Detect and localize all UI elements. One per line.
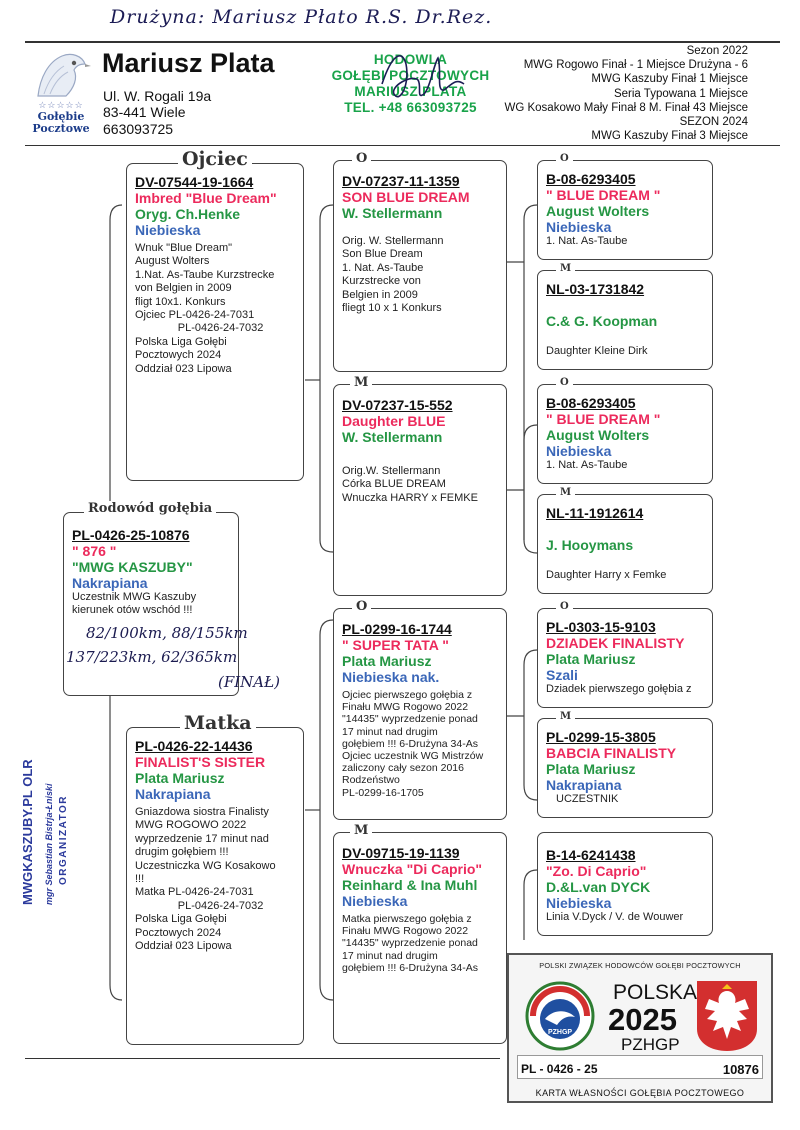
mother-ring: PL-0426-22-14436 — [135, 738, 253, 754]
fmf-color: Niebieska — [546, 443, 612, 459]
ff-description: Orig. W. Stellermann Son Blue Dream 1. Nat. As-Taube Kurzstrecke von Belgien in 2009 fliegt 10 x 1 Konkurs — [342, 235, 444, 315]
card-header: POLSKI ZWIĄZEK HODOWCÓW GOŁĘBI POCZTOWYCH — [539, 961, 741, 970]
mff-color: Szali — [546, 667, 578, 683]
mfm-name: BABCIA FINALISTY — [546, 745, 677, 761]
fm-m-label: M — [350, 375, 372, 390]
fmm-breeder: J. Hooymans — [546, 537, 634, 553]
ff-breeder: W. Stellermann — [342, 205, 443, 221]
father-card — [126, 163, 304, 481]
organizer-stamp-line-1: MWGKASZUBY.PL OLR — [20, 759, 35, 905]
mother-description: Gniazdowa siostra Finalisty MWG ROGOWO 2022 wyprzedzenie 17 minut nad drugim gołębiem !!! Uczestniczka WG Kosakowo !!! Matka PL-0426-24-7031 PL-0426-24-7032 Polska Liga Gołębi Pocztowych 2024 Oddział 023 Lipowa — [135, 806, 276, 953]
father-name: Imbred "Blue Dream" — [135, 190, 277, 206]
organizer-stamp — [8, 759, 88, 910]
mm-m-label: M — [350, 823, 372, 838]
fff-description: 1. Nat. As-Taube — [546, 235, 628, 247]
mfm-breeder: Plata Mariusz — [546, 761, 636, 777]
fmm-card — [537, 494, 713, 594]
fmm-m-label: M — [556, 487, 575, 498]
ffm-m-label: M — [556, 263, 575, 274]
card-ring-number: 10876 — [722, 1062, 759, 1077]
season-line: MWG Kaszuby Finał 3 Miejsce — [591, 130, 748, 143]
mfm-ring: PL-0299-15-3805 — [546, 729, 656, 745]
mmf-color: Niebieska — [546, 895, 612, 911]
mother-breeder: Plata Mariusz — [135, 770, 225, 786]
mfm-description: UCZESTNIK — [556, 793, 619, 805]
mfm-card — [537, 718, 713, 818]
fm-description: Orig.W. Stellermann Córka BLUE DREAM Wnuczka HARRY x FEMKE — [342, 465, 478, 504]
fff-name: " BLUE DREAM " — [546, 187, 661, 203]
ffm-card — [537, 270, 713, 370]
mff-ring: PL-0303-15-9103 — [546, 619, 656, 635]
mmf-card — [537, 832, 713, 936]
season-line: Sezon 2022 — [686, 45, 748, 57]
mother-color: Nakrapiana — [135, 786, 211, 802]
fff-card — [537, 160, 713, 260]
pigeon-results-handwritten-1: 82/100km, 88/155km — [86, 624, 248, 642]
fmf-o-label: O — [556, 377, 573, 388]
mfm-color: Nakrapiana — [546, 777, 622, 793]
father-description: Wnuk "Blue Dream" August Wolters 1.Nat. As-Taube Kurzstrecke von Belgien in 2009 fligt 10x1. Konkurs Ojciec PL-0426-24-7031 PL-0426-24-7032 Polska Liga Gołębi Pocztowych 2024 Oddział 023 Lipowa — [135, 242, 275, 375]
season-line: Seria Typowana 1 Miejsce — [613, 87, 748, 100]
stamp-line-4: TEL. +48 663093725 — [344, 100, 477, 115]
owner-phone: 663093725 — [103, 121, 174, 137]
pedigree-label: Rodowód gołębia — [84, 501, 216, 516]
logo-text-1: Gołębie — [37, 110, 85, 123]
mfm-m-label: M — [556, 711, 575, 722]
fm-name: Daughter BLUE — [342, 413, 446, 429]
mmf-name: "Zo. Di Caprio" — [546, 863, 647, 879]
ff-o-label: O — [352, 151, 371, 166]
pigeon-name: " 876 " — [72, 543, 117, 559]
mf-card — [333, 608, 507, 820]
owner-street: Ul. W. Rogali 19a — [103, 88, 212, 104]
handwritten-team-note: Drużyna: Mariusz Płato R.S. Dr.Rez. — [110, 6, 493, 28]
mmf-breeder: D.&L.van DYCK — [546, 879, 651, 895]
pigeon-card — [63, 512, 239, 696]
ownership-card — [507, 953, 773, 1103]
mff-card — [537, 608, 713, 708]
footer-rule — [25, 1058, 500, 1059]
mm-name: Wnuczka "Di Caprio" — [342, 861, 483, 877]
ffm-breeder: C.& G. Koopman — [546, 313, 658, 329]
mf-breeder: Plata Mariusz — [342, 653, 432, 669]
pigeon-ring: PL-0426-25-10876 — [72, 527, 190, 543]
card-org: PZHGP — [621, 1035, 680, 1054]
fm-ring: DV-07237-15-552 — [342, 397, 453, 413]
fff-breeder: August Wolters — [546, 203, 650, 219]
fmm-description: Daughter Harry x Femke — [546, 569, 667, 581]
fmm-ring: NL-11-1912614 — [546, 505, 644, 521]
mf-color: Niebieska nak. — [342, 669, 440, 685]
pigeon-color: Nakrapiana — [72, 575, 148, 591]
mm-breeder: Reinhard & Ina Muhl — [342, 877, 478, 893]
mf-description: Ojciec pierwszego gołębia z Finału MWG Rogowo 2022 "14435" wyprzedzenie ponad 17 minut nad drugim gołębiem !!! 6-Drużyna 34-As Ojciec uczestnik WG Mistrzów zaliczony cały sezon 2016 Rodzeństwo PL-0299-16-1705 — [342, 689, 484, 799]
fm-card — [333, 384, 507, 596]
mm-color: Niebieska — [342, 893, 408, 909]
ff-card — [333, 160, 507, 372]
mm-card — [333, 832, 507, 1044]
owner-name: Mariusz Plata — [102, 48, 275, 78]
mff-description: Dziadek pierwszego gołębia z — [546, 683, 692, 695]
season-line: MWG Rogowo Finał - 1 Miejsce Drużyna - 6 — [523, 59, 748, 72]
mm-ring: DV-09715-19-1139 — [342, 845, 460, 861]
fff-o-label: O — [556, 153, 573, 164]
fmf-ring: B-08-6293405 — [546, 395, 636, 411]
ffm-ring: NL-03-1731842 — [546, 281, 645, 297]
mother-label: Matka — [180, 712, 256, 734]
mf-o-label: O — [352, 599, 371, 614]
mmf-ring: B-14-6241438 — [546, 847, 636, 863]
father-breeder: Oryg. Ch.Henke — [135, 206, 241, 222]
mf-ring: PL-0299-16-1744 — [342, 621, 452, 637]
fm-breeder: W. Stellermann — [342, 429, 443, 445]
mother-name: FINALIST'S SISTER — [135, 754, 266, 770]
mother-card — [126, 727, 304, 1045]
pigeon-description: Uczestnik MWG Kaszuby kierunek otów wschód !!! — [72, 591, 197, 617]
stars-decoration: ☆☆☆☆☆ — [38, 100, 84, 110]
fmf-card — [537, 384, 713, 484]
mf-name: " SUPER TATA " — [342, 637, 449, 653]
stamp-line-1: HODOWLA — [373, 52, 448, 67]
season-line: MWG Kaszuby Finał 1 Miejsce — [591, 73, 748, 86]
stamp-line-3: MARIUSZ PLATA — [354, 84, 467, 99]
ffm-description: Daughter Kleine Dirk — [546, 345, 648, 357]
fmf-breeder: August Wolters — [546, 427, 650, 443]
card-footer: KARTA WŁASNOŚCI GOŁĘBIA POCZTOWEGO — [535, 1088, 745, 1098]
pigeon-title: "MWG KASZUBY" — [72, 559, 193, 575]
mff-breeder: Plata Mariusz — [546, 651, 636, 667]
mff-o-label: O — [556, 601, 573, 612]
mff-name: DZIADEK FINALISTY — [546, 635, 685, 651]
mmf-description: Linia V.Dyck / V. de Wouwer — [546, 911, 684, 923]
fff-color: Niebieska — [546, 219, 612, 235]
ff-ring: DV-07237-11-1359 — [342, 173, 460, 189]
season-line: SEZON 2024 — [679, 116, 748, 129]
card-country: POLSKA — [613, 981, 698, 1004]
polish-eagle-emblem-icon — [695, 979, 759, 1053]
ff-name: SON BLUE DREAM — [342, 189, 470, 205]
svg-text:PZHGP: PZHGP — [547, 1029, 573, 1036]
fmf-description: 1. Nat. As-Taube — [546, 459, 628, 471]
fmf-name: " BLUE DREAM " — [546, 411, 661, 427]
father-ring: DV-07544-19-1664 — [135, 174, 254, 190]
organizer-stamp-line-2: mgr Sebastian Bistrja-Łniski — [44, 783, 54, 905]
pzhgp-emblem-icon — [523, 979, 597, 1053]
stamp-line-2: GOŁĘBI POCZTOWYCH — [331, 68, 490, 83]
card-ring-left: PL - 0426 - 25 — [521, 1062, 598, 1076]
logo-text-2: Pocztowe — [32, 122, 90, 135]
mm-description: Matka pierwszego gołębia z Finału MWG Rogowo 2022 "14435" wyprzedzenie ponad 17 minut nad drugim gołębiem !!! 6-Drużyna 34-As — [342, 913, 478, 974]
season-line: WG Kosakowo Mały Finał 8 M. Finał 43 Miejsce — [504, 101, 748, 114]
fff-ring: B-08-6293405 — [546, 171, 636, 187]
pigeon-results-handwritten-3: (FINAŁ) — [218, 673, 281, 691]
owner-city: 83-441 Wiele — [103, 104, 186, 120]
pigeon-results-handwritten-2: 137/223km, 62/365km — [66, 648, 238, 666]
card-year: 2025 — [608, 1002, 677, 1037]
father-label: Ojciec — [178, 148, 252, 170]
father-color: Niebieska — [135, 222, 201, 238]
organizer-stamp-line-3: ORGANIZATOR — [58, 794, 69, 885]
